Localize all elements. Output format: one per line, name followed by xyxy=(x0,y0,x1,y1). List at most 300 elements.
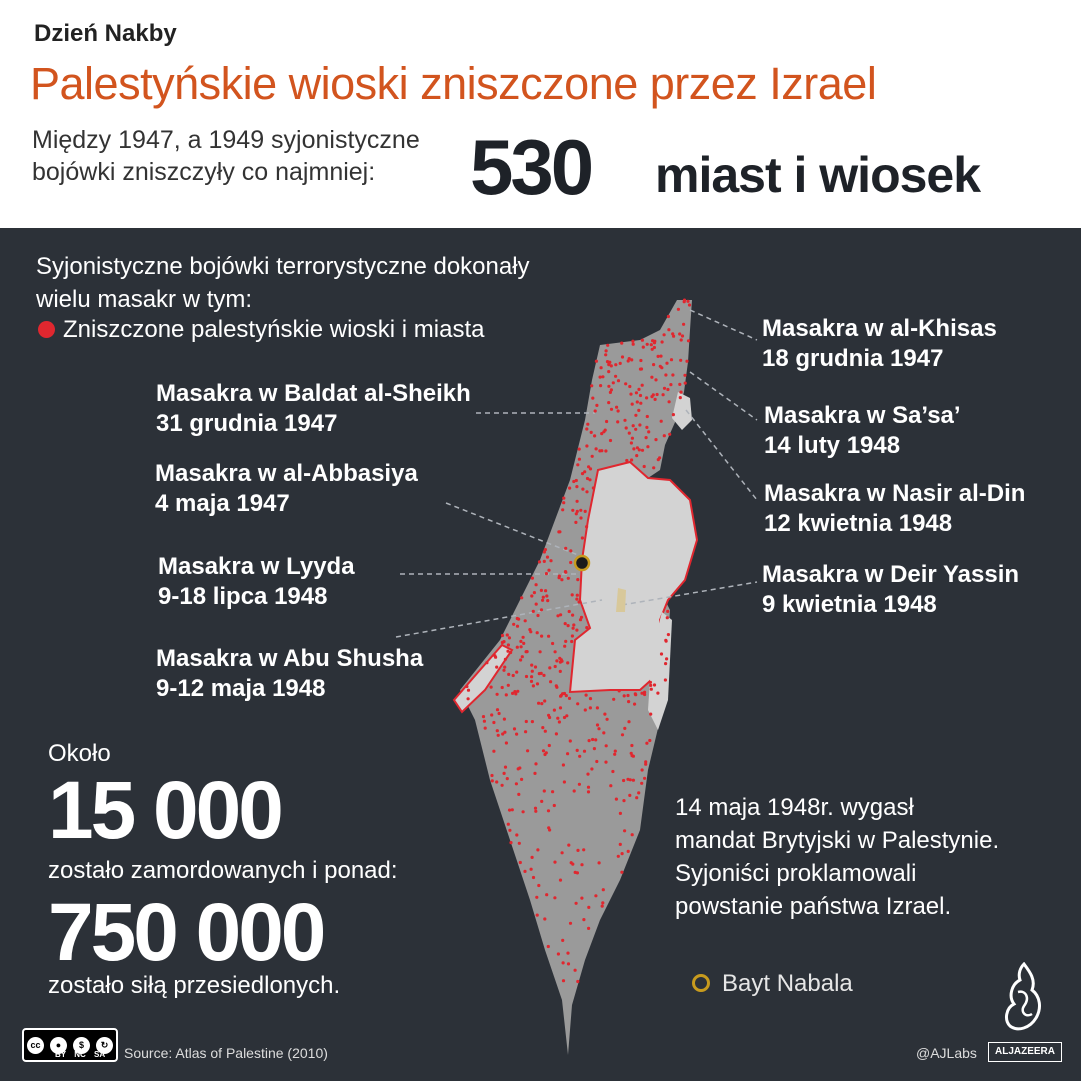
massacre-label xyxy=(155,459,418,519)
village-dot xyxy=(607,401,610,404)
village-dot xyxy=(600,366,603,369)
village-dot xyxy=(667,328,670,331)
village-dot xyxy=(583,750,586,753)
village-dot xyxy=(585,525,588,528)
village-dot xyxy=(645,426,648,429)
cc-labels xyxy=(55,1050,105,1059)
village-dot xyxy=(623,694,626,697)
village-dot xyxy=(569,561,572,564)
village-dot xyxy=(634,428,637,431)
village-dot xyxy=(536,631,539,634)
by-icon: ● xyxy=(50,1037,67,1054)
village-dot xyxy=(651,339,654,342)
village-dot xyxy=(593,747,596,750)
village-dot xyxy=(579,509,582,512)
village-dot xyxy=(594,894,597,897)
village-dot xyxy=(634,414,637,417)
village-dot xyxy=(602,430,605,433)
stat-about: Około xyxy=(48,740,111,767)
village-dot xyxy=(549,559,552,562)
village-dot xyxy=(530,868,533,871)
village-dot xyxy=(515,671,518,674)
village-dot xyxy=(531,720,534,723)
village-dot xyxy=(524,730,527,733)
village-dot xyxy=(601,905,604,908)
village-dot xyxy=(628,357,631,360)
village-dot xyxy=(557,530,560,533)
village-dot xyxy=(547,569,550,572)
village-dot xyxy=(467,689,470,692)
village-dot xyxy=(641,339,644,342)
village-dot xyxy=(596,723,599,726)
village-dot xyxy=(576,849,579,852)
village-dot xyxy=(501,784,504,787)
village-dot xyxy=(535,583,538,586)
bayt-nabala-marker xyxy=(575,556,589,570)
village-dot xyxy=(649,713,652,716)
village-dot xyxy=(548,828,551,831)
village-dot xyxy=(562,763,565,766)
village-dot xyxy=(567,624,570,627)
village-dot xyxy=(515,733,518,736)
village-dot xyxy=(558,720,561,723)
village-dot xyxy=(615,406,618,409)
village-dot xyxy=(670,358,673,361)
village-dot xyxy=(530,664,533,667)
village-dot xyxy=(626,694,629,697)
massacre-label xyxy=(156,379,471,439)
village-dot xyxy=(656,692,659,695)
village-dot xyxy=(601,901,604,904)
village-dot xyxy=(645,742,648,745)
village-dot xyxy=(568,487,571,490)
village-dot xyxy=(522,642,525,645)
massacre-label xyxy=(156,644,423,704)
sa-icon: ↻ xyxy=(96,1037,113,1054)
village-dot xyxy=(507,643,510,646)
village-dot xyxy=(555,659,558,662)
village-dot xyxy=(508,829,511,832)
massacre-name: Masakra w Nasir al-Din xyxy=(764,480,1026,507)
village-dot xyxy=(570,640,573,643)
village-dot xyxy=(593,434,596,437)
village-dot xyxy=(632,779,635,782)
village-dot xyxy=(531,577,534,580)
village-dot xyxy=(663,333,666,336)
massacre-label xyxy=(764,401,961,461)
village-dot xyxy=(606,718,609,721)
village-dot xyxy=(595,360,598,363)
village-dot xyxy=(548,666,551,669)
village-dot xyxy=(627,700,630,703)
village-dot xyxy=(523,870,526,873)
village-dot xyxy=(638,448,641,451)
massacre-date: 18 grudnia 1947 xyxy=(762,345,944,372)
village-dot xyxy=(628,432,631,435)
village-dot xyxy=(569,922,572,925)
village-dot xyxy=(522,636,525,639)
village-dot xyxy=(685,360,688,363)
village-dot xyxy=(565,714,568,717)
village-dot xyxy=(563,780,566,783)
village-dot xyxy=(631,754,634,757)
village-dot xyxy=(587,906,590,909)
village-dot xyxy=(571,634,574,637)
village-dot xyxy=(664,678,667,681)
village-dot xyxy=(536,682,539,685)
village-dot xyxy=(666,610,669,613)
village-dot xyxy=(532,876,535,879)
village-dot xyxy=(623,419,626,422)
village-dot xyxy=(589,697,592,700)
village-dot xyxy=(598,861,601,864)
village-dot xyxy=(639,359,642,362)
village-dot xyxy=(465,685,468,688)
village-dot xyxy=(654,438,657,441)
village-dot xyxy=(564,622,567,625)
village-dot xyxy=(571,614,574,617)
village-dot xyxy=(553,896,556,899)
village-dot xyxy=(560,578,563,581)
village-dot xyxy=(688,303,691,306)
village-dot xyxy=(585,694,588,697)
village-dot xyxy=(639,394,642,397)
village-dot xyxy=(555,732,558,735)
village-dot xyxy=(666,388,669,391)
village-dot xyxy=(623,727,626,730)
village-dot xyxy=(503,666,506,669)
village-dot xyxy=(502,669,505,672)
village-dot xyxy=(520,778,523,781)
village-dot xyxy=(581,472,584,475)
village-dot xyxy=(640,782,643,785)
village-dot xyxy=(587,790,590,793)
village-dot xyxy=(632,424,635,427)
village-dot xyxy=(545,893,548,896)
village-dot xyxy=(554,650,557,653)
stat-killed: 15 000 xyxy=(48,765,281,856)
massacre-date: 31 grudnia 1947 xyxy=(156,410,338,437)
village-dot xyxy=(645,436,648,439)
village-dot xyxy=(569,549,572,552)
handle-text: @AJLabs xyxy=(916,1045,977,1061)
village-dot xyxy=(652,466,655,469)
kicker: Dzień Nakby xyxy=(34,20,177,47)
village-dot xyxy=(501,634,504,637)
village-dot xyxy=(627,720,630,723)
village-dot xyxy=(604,761,607,764)
village-dot xyxy=(541,599,544,602)
village-dot xyxy=(576,980,579,983)
village-dot xyxy=(505,693,508,696)
village-dot xyxy=(600,449,603,452)
village-dot xyxy=(660,652,663,655)
village-dot xyxy=(618,689,621,692)
village-dot xyxy=(506,777,509,780)
village-dot xyxy=(535,896,538,899)
village-dot xyxy=(650,376,653,379)
village-dot xyxy=(581,536,584,539)
village-dot xyxy=(511,692,514,695)
village-dot xyxy=(667,633,670,636)
village-dot xyxy=(619,812,622,815)
mandate-line-2: mandat Brytyjski w Palestynie. xyxy=(675,827,1000,854)
village-dot xyxy=(482,715,485,718)
village-dot xyxy=(605,744,608,747)
village-dot xyxy=(562,979,565,982)
village-dot xyxy=(562,497,565,500)
village-dot xyxy=(537,884,540,887)
massacre-label xyxy=(762,314,997,374)
massacre-date: 12 kwietnia 1948 xyxy=(764,510,953,537)
village-dot xyxy=(641,768,644,771)
village-dot xyxy=(625,426,628,429)
massacre-date: 9-12 maja 1948 xyxy=(156,675,326,702)
village-dot xyxy=(564,571,567,574)
village-dot xyxy=(653,346,656,349)
village-dot xyxy=(617,409,620,412)
village-dot xyxy=(576,594,579,597)
village-dot xyxy=(531,670,534,673)
village-dot xyxy=(599,384,602,387)
village-dot xyxy=(637,388,640,391)
village-dot xyxy=(544,548,547,551)
village-dot xyxy=(657,458,660,461)
village-dot xyxy=(614,363,617,366)
village-dot xyxy=(517,793,520,796)
village-dot xyxy=(484,727,487,730)
village-dot xyxy=(540,589,543,592)
village-dot xyxy=(603,713,606,716)
village-dot xyxy=(507,684,510,687)
village-dot xyxy=(561,851,564,854)
village-dot xyxy=(538,672,541,675)
village-dot xyxy=(579,516,582,519)
massacre-name: Masakra w Deir Yassin xyxy=(762,561,1020,588)
village-dot xyxy=(495,780,498,783)
massacre-date: 9 kwietnia 1948 xyxy=(762,591,937,618)
village-dot xyxy=(607,385,610,388)
village-dot xyxy=(553,709,556,712)
village-dot xyxy=(621,852,624,855)
cc-label-nc: NC xyxy=(74,1050,86,1059)
village-dot xyxy=(646,415,649,418)
village-dot xyxy=(664,662,667,665)
village-dot xyxy=(561,939,564,942)
village-dot xyxy=(638,423,641,426)
village-dot xyxy=(546,599,549,602)
village-dot xyxy=(590,431,593,434)
village-dot xyxy=(591,455,594,458)
mandate-line-3: Syjoniści proklamowali xyxy=(675,860,917,887)
village-dot xyxy=(594,738,597,741)
intro-line-2: bojówki zniszczyły co najmniej: xyxy=(32,158,376,186)
village-dot xyxy=(559,670,562,673)
village-dot xyxy=(619,843,622,846)
massacre-label xyxy=(764,479,1025,539)
village-dot xyxy=(622,779,625,782)
village-dot xyxy=(632,447,635,450)
village-dot xyxy=(540,800,543,803)
village-dot xyxy=(650,688,653,691)
village-dot xyxy=(580,863,583,866)
village-dot xyxy=(568,697,571,700)
village-dot xyxy=(587,786,590,789)
village-dot xyxy=(585,427,588,430)
village-dot xyxy=(496,708,499,711)
village-dot xyxy=(494,656,497,659)
village-dot xyxy=(646,343,649,346)
village-dot xyxy=(575,512,578,515)
village-dot xyxy=(611,770,614,773)
village-dot xyxy=(578,458,581,461)
village-dot xyxy=(532,684,535,687)
village-dot xyxy=(504,658,507,661)
village-dot xyxy=(496,729,499,732)
village-dot xyxy=(517,767,520,770)
village-dot xyxy=(566,661,569,664)
village-dot xyxy=(542,674,545,677)
village-dot xyxy=(573,789,576,792)
massacre-name: Masakra w al-Khisas xyxy=(762,315,997,342)
mandate-line-1: 14 maja 1948r. wygasł xyxy=(675,794,914,821)
mandate-line-4: powstanie państwa Izrael. xyxy=(675,893,952,920)
village-dot xyxy=(549,680,552,683)
massacre-label xyxy=(762,560,1019,620)
massacre-name: Masakra w Abu Shusha xyxy=(156,645,424,672)
village-dot xyxy=(663,387,666,390)
village-dot xyxy=(627,850,630,853)
intro-line-1: Między 1947, a 1949 syjonistyczne xyxy=(32,126,420,154)
village-dot xyxy=(605,420,608,423)
big-number: 530 xyxy=(470,123,592,211)
massacre-name: Masakra w Baldat al-Sheikh xyxy=(156,380,471,407)
village-dot xyxy=(562,501,565,504)
village-dot xyxy=(503,772,506,775)
village-dot xyxy=(646,445,649,448)
village-dot xyxy=(591,397,594,400)
village-dot xyxy=(551,642,554,645)
village-dot xyxy=(680,338,683,341)
village-dot xyxy=(631,340,634,343)
village-dot xyxy=(613,753,616,756)
village-dot xyxy=(521,655,524,658)
village-dot xyxy=(553,861,556,864)
ring-icon xyxy=(692,974,710,992)
village-dot xyxy=(558,576,561,579)
village-dot xyxy=(516,625,519,628)
page-title: Palestyńskie wioski zniszczone przez Izrael xyxy=(30,58,877,109)
lead-line-1: Syjonistyczne bojówki terrorystyczne dokonały xyxy=(36,253,530,280)
village-dot xyxy=(563,645,566,648)
village-dot xyxy=(610,408,613,411)
village-dot xyxy=(515,833,518,836)
village-dot xyxy=(543,699,546,702)
village-dot xyxy=(616,420,619,423)
village-dot xyxy=(580,897,583,900)
massacre-date: 14 luty 1948 xyxy=(764,432,901,459)
village-dot xyxy=(532,610,535,613)
village-dot xyxy=(621,355,624,358)
village-dot xyxy=(512,674,515,677)
village-dot xyxy=(540,702,543,705)
massacre-date: 9-18 lipca 1948 xyxy=(158,583,328,610)
village-dot xyxy=(492,750,495,753)
village-dot xyxy=(559,706,562,709)
village-dot xyxy=(582,848,585,851)
village-dot xyxy=(574,871,577,874)
village-dot xyxy=(649,681,652,684)
village-dot xyxy=(681,334,684,337)
village-dot xyxy=(665,640,668,643)
village-dot xyxy=(578,755,581,758)
village-dot xyxy=(547,945,550,948)
village-dot xyxy=(548,716,551,719)
village-dot xyxy=(621,733,624,736)
village-dot xyxy=(544,589,547,592)
village-dot xyxy=(506,650,509,653)
bayt-nabala-legend xyxy=(692,967,853,1000)
village-dot xyxy=(656,393,659,396)
legend-label: Zniszczone palestyńskie wioski i miasta xyxy=(63,316,485,343)
village-dot xyxy=(567,577,570,580)
village-dot xyxy=(587,465,590,468)
village-dot xyxy=(597,727,600,730)
village-dot xyxy=(522,810,525,813)
village-dot xyxy=(497,734,500,737)
village-dot xyxy=(559,613,562,616)
village-dot xyxy=(568,610,571,613)
village-dot xyxy=(617,379,620,382)
village-dot xyxy=(602,731,605,734)
village-dot xyxy=(595,404,598,407)
stat-displaced: 750 000 xyxy=(48,887,324,978)
village-dot xyxy=(467,697,470,700)
village-dot xyxy=(503,718,506,721)
village-dot xyxy=(485,661,488,664)
village-dot xyxy=(511,808,514,811)
village-dot xyxy=(547,635,550,638)
village-dot xyxy=(536,614,539,617)
village-dot xyxy=(533,591,536,594)
village-dot xyxy=(642,346,645,349)
village-dot xyxy=(595,447,598,450)
village-dot xyxy=(620,871,623,874)
village-dot xyxy=(623,829,626,832)
village-dot xyxy=(576,463,579,466)
village-dot xyxy=(631,437,634,440)
village-dot xyxy=(541,726,544,729)
village-dot xyxy=(507,673,510,676)
village-dot xyxy=(609,439,612,442)
village-dot xyxy=(635,454,638,457)
village-dot xyxy=(612,381,615,384)
village-dot xyxy=(639,368,642,371)
village-dot xyxy=(585,444,588,447)
village-dot xyxy=(667,315,670,318)
village-dot xyxy=(599,376,602,379)
village-dot xyxy=(536,848,539,851)
mandate-text xyxy=(675,791,999,923)
village-dot xyxy=(619,362,622,365)
village-dot xyxy=(662,393,665,396)
village-dot xyxy=(645,396,648,399)
nc-icon: $ xyxy=(73,1037,90,1054)
village-dot xyxy=(554,665,557,668)
village-dot xyxy=(677,308,680,311)
village-dot xyxy=(686,300,689,303)
village-dot xyxy=(609,391,612,394)
